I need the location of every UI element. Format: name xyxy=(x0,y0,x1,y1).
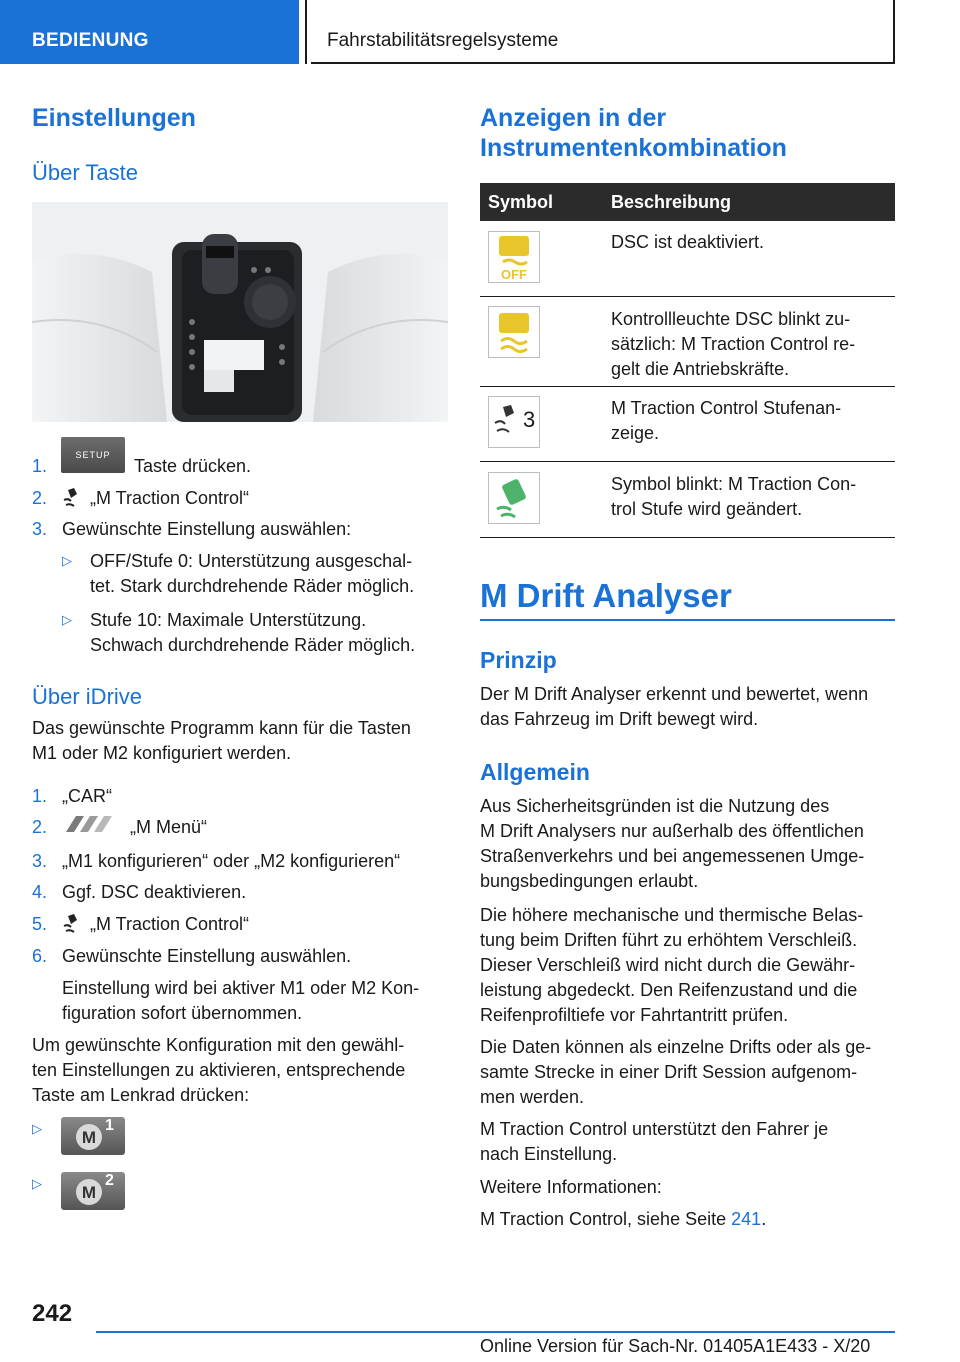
m2-superscript: 2 xyxy=(105,1172,114,1189)
paragraph: M Traction Control unterstützt den Fahrer je xyxy=(480,1119,829,1139)
step-number: 1. xyxy=(32,786,48,806)
subsection-title-allgemein: Allgemein xyxy=(480,759,590,785)
paragraph: Dieser Verschleiß wird nicht durch die Gewähr- xyxy=(480,955,856,975)
table-cell-description: gelt die Antriebskräfte. xyxy=(611,359,790,379)
gear-selector-illustration xyxy=(32,202,448,422)
step-note: Einstellung wird bei aktiver M1 oder M2 Kon- xyxy=(62,978,420,998)
header-section-label: BEDIENUNG xyxy=(32,30,149,51)
step-number: 1. xyxy=(32,456,48,476)
traction-level-icon xyxy=(488,396,540,448)
page-number: 242 xyxy=(32,1300,73,1327)
paragraph: das Fahrzeug im Drift bewegt wird. xyxy=(480,709,759,729)
m1-button-icon xyxy=(61,1117,125,1155)
chapter-title-drift-analyser: M Drift Analyser xyxy=(480,577,732,614)
m1-superscript: 1 xyxy=(105,1117,114,1134)
section-title-einstellungen: Einstellungen xyxy=(32,104,196,132)
bullet-text: Stufe 10: Maximale Unterstützung. xyxy=(90,610,367,630)
step-text: „CAR“ xyxy=(62,786,112,806)
table-cell-description: Symbol blinkt: M Traction Con- xyxy=(611,474,857,494)
step-text: „M Traction Control“ xyxy=(90,914,250,934)
paragraph: Weitere Informationen: xyxy=(480,1177,662,1197)
traction-control-icon xyxy=(62,486,82,508)
bullet-triangle-icon: ▷ xyxy=(32,1176,42,1191)
header-chapter xyxy=(311,0,895,64)
paragraph: Um gewünschte Konfiguration mit den gewähl- xyxy=(32,1035,405,1055)
subsection-title-taste: Über Taste xyxy=(32,160,138,185)
section-title-anzeigen-2: Instrumentenkombination xyxy=(480,134,787,162)
dsc-blink-icon xyxy=(488,306,540,358)
table-cell-description: DSC ist deaktiviert. xyxy=(611,232,765,252)
paragraph: Taste am Lenkrad drücken: xyxy=(32,1085,250,1105)
svg-text:OFF: OFF xyxy=(501,267,527,282)
table-row-divider xyxy=(480,386,895,387)
table-cell-description: Kontrollleuchte DSC blinkt zu- xyxy=(611,309,851,329)
chapter-title-underline xyxy=(480,619,895,621)
bullet-triangle-icon: ▷ xyxy=(62,553,72,568)
table-header xyxy=(480,183,895,221)
paragraph: Die höhere mechanische und thermische Belas- xyxy=(480,905,864,925)
paragraph: Der M Drift Analyser erkennt und bewertet, wenn xyxy=(480,684,869,704)
m-menu-icon xyxy=(62,815,118,833)
table-cell-description: M Traction Control Stufenan- xyxy=(611,398,842,418)
step-text: Gewünschte Einstellung auswählen: xyxy=(62,519,352,539)
svg-text:M: M xyxy=(81,1183,97,1202)
traction-level-value: 3 xyxy=(523,407,536,432)
step-text: „M Menü“ xyxy=(130,817,208,837)
step-text: Ggf. DSC deaktivieren. xyxy=(62,882,247,902)
m2-button-icon xyxy=(61,1172,125,1210)
step-text: „M Traction Control“ xyxy=(90,488,250,508)
cross-reference xyxy=(480,1207,766,1232)
step-text: Gewünschte Einstellung auswählen. xyxy=(62,946,352,966)
step-text: „M1 konfigurieren“ oder „M2 konfigurieren“ xyxy=(62,851,401,871)
paragraph: Reifenprofiltiefe vor Fahrtantritt prüfen. xyxy=(480,1005,789,1025)
table-header-description: Beschreibung xyxy=(611,192,732,212)
bullet-text: tet. Stark durchdrehende Räder möglich. xyxy=(90,576,415,596)
table-header-symbol: Symbol xyxy=(488,192,554,212)
header-chapter-label: Fahrstabilitätsregelsysteme xyxy=(327,30,559,51)
paragraph: men werden. xyxy=(480,1087,585,1107)
bullet-text: OFF/Stufe 0: Unterstützung ausgeschal- xyxy=(90,551,413,571)
dsc-off-icon xyxy=(488,231,540,283)
paragraph: M Drift Analysers nur außerhalb des öffentlichen xyxy=(480,821,864,841)
paragraph: tung beim Driften führt zu erhöhtem Verschleiß. xyxy=(480,930,858,950)
footer-rule xyxy=(96,1331,895,1333)
paragraph: M1 oder M2 konfiguriert werden. xyxy=(32,743,292,763)
paragraph: nach Einstellung. xyxy=(480,1144,618,1164)
step-text: Taste drücken. xyxy=(134,456,252,476)
step-number: 2. xyxy=(32,488,48,508)
page-link-241[interactable]: 241 xyxy=(731,1209,762,1229)
table-cell-description: trol Stufe wird geändert. xyxy=(611,499,803,519)
footer-online-version: Online Version für Sach-Nr. 01405A1E433 - X/20 xyxy=(480,1336,871,1356)
subsection-title-idrive: Über iDrive xyxy=(32,684,143,709)
step-number: 5. xyxy=(32,914,48,934)
table-cell-description: sätzlich: M Traction Control re- xyxy=(611,334,856,354)
step-number: 6. xyxy=(32,946,48,966)
paragraph: leistung abgedeckt. Den Reifenzustand und die xyxy=(480,980,858,1000)
table-row-divider xyxy=(480,537,895,538)
cross-reference-end: . xyxy=(761,1209,767,1229)
section-title-anzeigen-1: Anzeigen in der xyxy=(480,104,667,132)
step-number: 3. xyxy=(32,519,48,539)
cross-reference-text: M Traction Control, siehe Seite xyxy=(480,1209,727,1229)
svg-text:M: M xyxy=(81,1128,97,1147)
paragraph: Straßenverkehrs und bei angemessenen Umge- xyxy=(480,846,865,866)
step-number: 3. xyxy=(32,851,48,871)
bullet-text: Schwach durchdrehende Räder möglich. xyxy=(90,635,416,655)
table-cell-description: zeige. xyxy=(611,423,660,443)
bullet-triangle-icon: ▷ xyxy=(32,1121,42,1136)
step-note: figuration sofort übernommen. xyxy=(62,1003,303,1023)
subsection-title-prinzip: Prinzip xyxy=(480,647,557,673)
paragraph: ten Einstellungen zu aktivieren, entsprechende xyxy=(32,1060,406,1080)
paragraph: Aus Sicherheitsgründen ist die Nutzung des xyxy=(480,796,830,816)
paragraph: Das gewünschte Programm kann für die Tasten xyxy=(32,718,411,738)
step-number: 4. xyxy=(32,882,48,902)
setup-button-label: SETUP xyxy=(75,450,111,460)
step-number: 2. xyxy=(32,817,48,837)
paragraph: samte Strecke in einer Drift Session aufgenom- xyxy=(480,1062,858,1082)
header-section-tab xyxy=(0,0,299,64)
table-row-divider xyxy=(480,461,895,462)
gear-selector-photo xyxy=(32,202,448,422)
header-divider xyxy=(305,0,307,64)
traction-control-icon xyxy=(62,912,82,934)
table-row-divider xyxy=(480,296,895,297)
paragraph: Die Daten können als einzelne Drifts oder als ge- xyxy=(480,1037,872,1057)
setup-button-icon xyxy=(61,437,125,473)
bullet-triangle-icon: ▷ xyxy=(62,612,72,627)
paragraph: bungsbedingungen erlaubt. xyxy=(480,871,699,891)
traction-blink-icon xyxy=(488,472,540,524)
